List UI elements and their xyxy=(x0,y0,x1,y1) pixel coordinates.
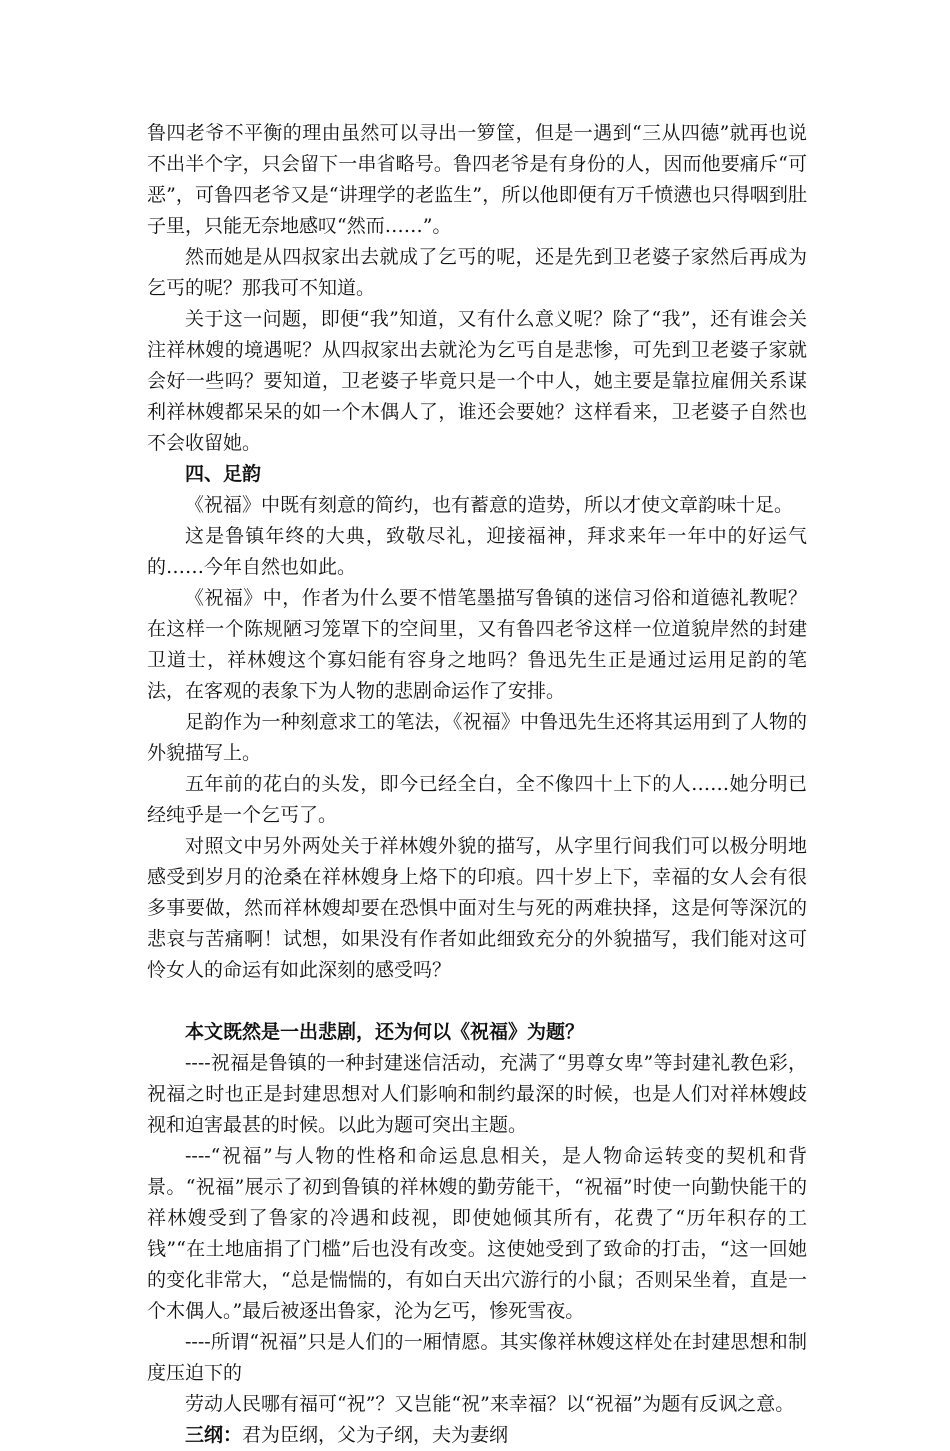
answer-3: ----所谓“祝福”只是人们的一厢情愿。其实像祥林嫂这样处在封建思想和制度压迫下的 xyxy=(147,1331,807,1384)
paragraph-2: 然而她是从四叔家出去就成了乞丐的呢，还是先到卫老婆子家然后再成为乞丐的呢？那我可不知道。 xyxy=(147,246,807,299)
paragraph-1: 鲁四老爷不平衡的理由虽然可以寻出一箩筐，但是一遇到“三从四德”就再也说不出半个字，只会留下一串省略号。鲁四老爷是有身份的人，因而他要痛斥“可恶”，可鲁四老爷又是“讲理学的老监生”，所以他即便有万千愤懑也只得咽到肚子里，只能无奈地感叹“然而……”。 xyxy=(147,122,807,237)
answer-4: 劳动人民哪有福可“祝”？又岂能“祝”来幸福？以“祝福”为题有反讽之意。 xyxy=(185,1393,795,1415)
paragraph-3: 关于这一问题，即便“我”知道，又有什么意义呢？除了“我”，还有谁会关注祥林嫂的境遇呢？从四叔家出去就沦为乞丐自是悲惨，可先到卫老婆子家就会好一些吗？要知道，卫老婆子毕竟只是一个中人，她主要是靠拉雇佣关系谋利祥林嫂都呆呆的如一个木偶人了，谁还会要她？这样看来，卫老婆子自然也不会收留她。 xyxy=(147,308,807,454)
paragraph-6: 《祝福》中，作者为什么要不惜笔墨描写鲁镇的迷信习俗和道德礼教呢？在这样一个陈规陋习笼罩下的空间里，又有鲁四老爷这样一位道貌岸然的封建卫道士，祥林嫂这个寡妇能有容身之地吗？鲁迅先生正是通过运用足韵的笔法，在客观的表象下为人物的悲剧命运作了安排。 xyxy=(147,587,807,702)
paragraph-8: 五年前的花白的头发，即今已经全白，全不像四十上下的人……她分明已经纯乎是一个乞丐了。 xyxy=(147,773,807,826)
answer-2: ----“祝福”与人物的性格和命运息息相关，是人物命运转变的契机和背景。“祝福”展示了初到鲁镇的祥林嫂的勤劳能干，“祝福”时使一向勤快能干的祥林嫂受到了鲁家的冷遇和歧视，即使她倾其所有，花费了“历年积存的工钱”“在土地庙捐了门槛”后也没有改变。这使她受到了致命的打击，“这一回她的变化非常大，“总是惴惴的，有如白天出穴游行的小鼠；否则呆坐着，直是一个木偶人。”最后被逐出鲁家，沦为乞丐，惨死雪夜。 xyxy=(147,1145,807,1322)
answer-1: ----祝福是鲁镇的一种封建迷信活动，充满了“男尊女卑”等封建礼教色彩，祝福之时也正是封建思想对人们影响和制约最深的时候，也是人们对祥林嫂歧视和迫害最甚的时候。以此为题可突出主题。 xyxy=(147,1052,807,1136)
question-heading: 本文既然是一出悲剧，还为何以《祝福》为题？ xyxy=(185,1021,585,1043)
sangang-label: 三纲： xyxy=(185,1424,243,1446)
sangang-text: 君为臣纲，父为子纲，夫为妻纲 xyxy=(242,1424,509,1446)
paragraph-5: 这是鲁镇年终的大典，致敬尽礼，迎接福神，拜求来年一年中的好运气的……今年自然也如此。 xyxy=(147,525,807,578)
blank-line xyxy=(147,986,807,1017)
section-heading-4: 四、足韵 xyxy=(185,463,262,485)
paragraph-9: 对照文中另外两处关于祥林嫂外貌的描写，从字里行间我们可以极分明地感受到岁月的沧桑在祥林嫂身上烙下的印痕。四十岁上下，幸福的女人会有很多事要做，然而祥林嫂却要在恐惧中面对生与死的两难抉择，这是何等深沉的悲哀与苦痛啊！试想，如果没有作者如此细致充分的外貌描写，我们能对这可怜女人的命运有如此深刻的感受吗？ xyxy=(147,835,807,981)
document-page xyxy=(147,118,807,1451)
sangang-line xyxy=(147,1420,807,1451)
paragraph-7: 足韵作为一种刻意求工的笔法，《祝福》中鲁迅先生还将其运用到了人物的外貌描写上。 xyxy=(147,711,807,764)
paragraph-4: 《祝福》中既有刻意的简约，也有蓄意的造势，所以才使文章韵味十足。 xyxy=(185,494,794,516)
